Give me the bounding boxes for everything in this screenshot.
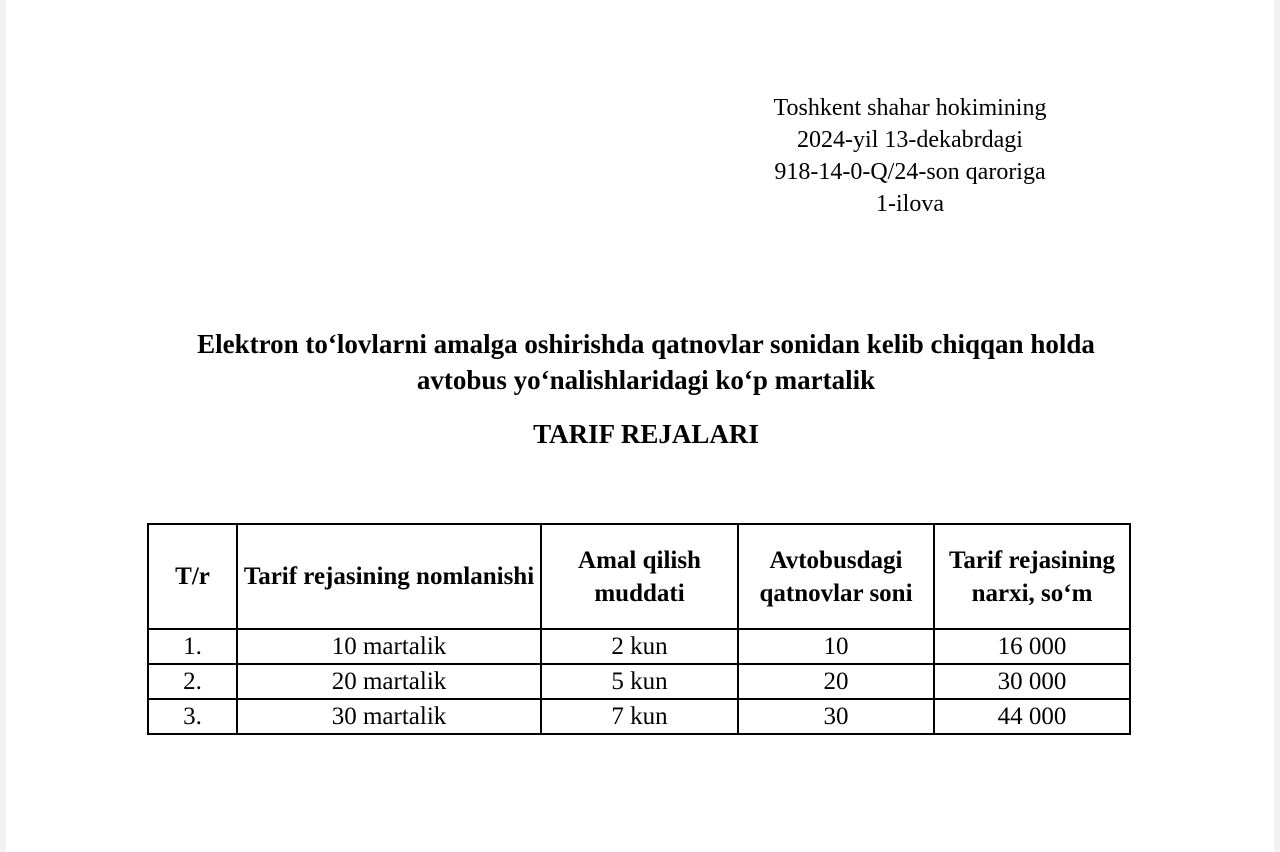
table-header-row bbox=[148, 524, 1130, 629]
cell-number: 3. bbox=[148, 699, 237, 734]
column-header-plan-name: Tarif rejasining nomlanishi bbox=[237, 524, 541, 629]
document-subtitle: TARIF REJALARI bbox=[533, 419, 759, 449]
approval-line: 918-14-0-Q/24-son qaroriga bbox=[774, 159, 1046, 185]
tariff-table bbox=[147, 523, 1131, 735]
table-row bbox=[148, 664, 1130, 699]
cell-trips: 10 bbox=[738, 629, 934, 664]
column-header-validity: Amal qilish muddati bbox=[541, 524, 738, 629]
cell-price: 44 000 bbox=[934, 699, 1130, 734]
cell-plan-name: 20 martalik bbox=[237, 664, 541, 699]
table-row bbox=[148, 699, 1130, 734]
cell-number: 2. bbox=[148, 664, 237, 699]
cell-plan-name: 30 martalik bbox=[237, 699, 541, 734]
cell-number: 1. bbox=[148, 629, 237, 664]
cell-price: 30 000 bbox=[934, 664, 1130, 699]
column-header-number: T/r bbox=[148, 524, 237, 629]
cell-trips: 20 bbox=[738, 664, 934, 699]
cell-validity: 2 kun bbox=[541, 629, 738, 664]
approval-line: Toshkent shahar hokimining bbox=[773, 95, 1047, 121]
cell-validity: 7 kun bbox=[541, 699, 738, 734]
approval-note bbox=[751, 92, 1069, 220]
table-row bbox=[148, 629, 1130, 664]
cell-trips: 30 bbox=[738, 699, 934, 734]
approval-line: 2024-yil 13-dekabrdagi bbox=[797, 127, 1023, 153]
column-header-price: Tarif rejasining narxi, so‘m bbox=[934, 524, 1130, 629]
cell-validity: 5 kun bbox=[541, 664, 738, 699]
cell-plan-name: 10 martalik bbox=[237, 629, 541, 664]
cell-price: 16 000 bbox=[934, 629, 1130, 664]
approval-line: 1-ilova bbox=[876, 191, 944, 217]
title-line: avtobus yo‘nalishlaridagi ko‘p martalik bbox=[416, 365, 876, 395]
document-title bbox=[6, 326, 1280, 398]
column-header-trips: Avtobusdagi qatnovlar soni bbox=[738, 524, 934, 629]
document-page bbox=[6, 0, 1274, 852]
title-line: Elektron to‘lovlarni amalga oshirishda qatnovlar sonidan kelib chiqqan holda bbox=[197, 329, 1095, 359]
